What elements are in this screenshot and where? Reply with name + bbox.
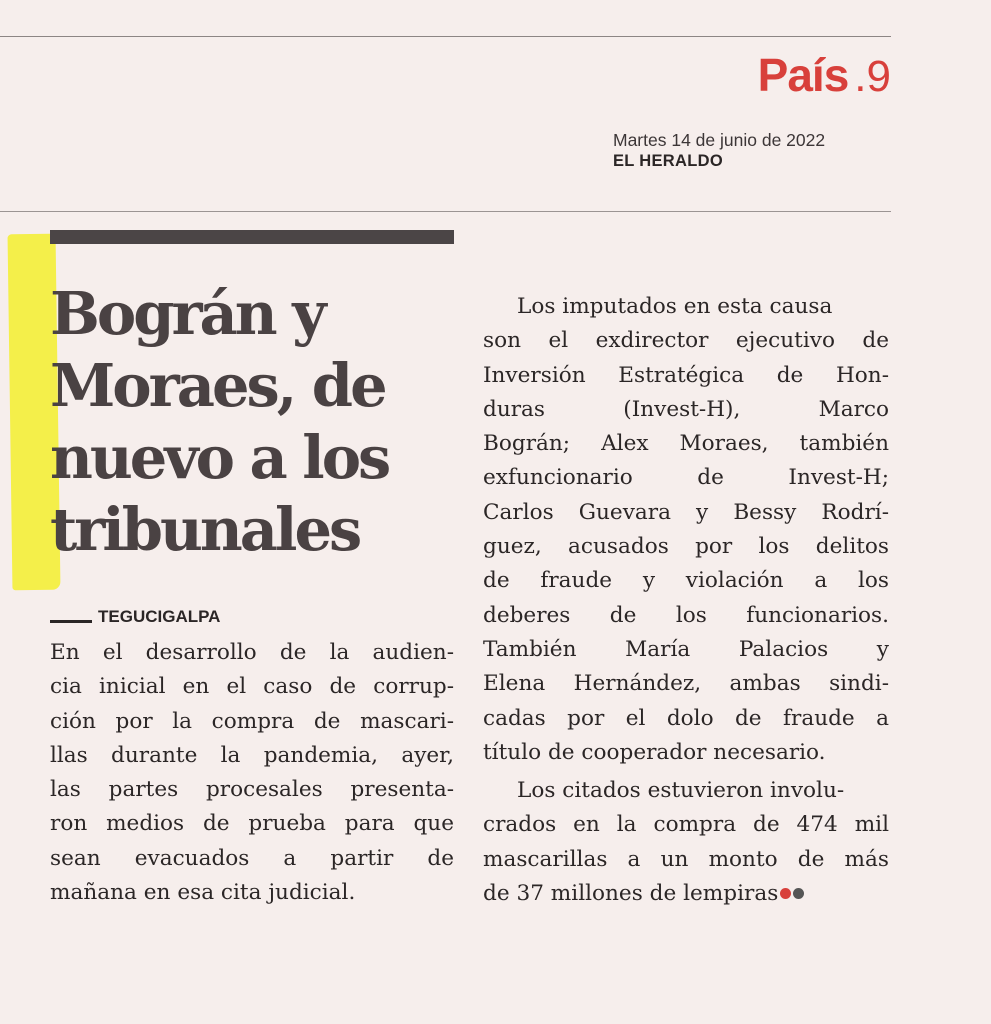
- body-line: de fraude y violación a los: [483, 568, 889, 594]
- body-line: duras (Invest-H), Marco: [483, 396, 889, 422]
- body-line: Los citados estuvieron involu-: [517, 778, 845, 803]
- body-line: exfuncionario de Invest-H;: [483, 465, 889, 491]
- body-line: Inversión Estratégica de Hon-: [483, 362, 889, 388]
- body-line: Elena Hernández, ambas sindi-: [483, 671, 889, 697]
- body-last-line: [483, 877, 889, 911]
- body-line: crados en la compra de 474 mil: [483, 812, 889, 838]
- body-line: Los imputados en esta causa: [517, 294, 833, 319]
- headline-line: Moraes, de: [50, 351, 385, 420]
- top-rule: [0, 36, 891, 37]
- headline-bar: [50, 230, 454, 244]
- body-line: son el exdirector ejecutivo de: [483, 328, 889, 354]
- headline-line: Bográn y: [50, 279, 324, 348]
- body-line: ron medios de prueba para que: [50, 811, 454, 837]
- body-line-text: de 37 millones de lempiras: [483, 880, 779, 906]
- place-name: TEGUCIGALPA: [98, 607, 221, 626]
- place-dash: [50, 620, 92, 623]
- end-dot-red: [780, 888, 791, 899]
- headline: [50, 278, 480, 566]
- body-line: mañana en esa cita judicial.: [50, 880, 356, 906]
- body-column-right-para-1: [483, 290, 889, 770]
- end-dot-grey: [793, 888, 804, 899]
- body-line: ción por la compra de mascari-: [50, 708, 454, 734]
- body-line: deberes de los funcionarios.: [483, 602, 889, 628]
- body-line: cia inicial en el caso de corrup-: [50, 674, 454, 700]
- headline-line: tribunales: [50, 495, 360, 564]
- body-line: cadas por el dolo de fraude a: [483, 705, 889, 731]
- body-line: mascarillas a un monto de más: [483, 846, 889, 872]
- section-name: País: [757, 49, 849, 101]
- body-line: En el desarrollo de la audien-: [50, 640, 454, 665]
- headline-line: nuevo a los: [50, 423, 389, 492]
- body-line: llas durante la pandemia, ayer,: [50, 742, 454, 768]
- end-mark-icon: [780, 888, 804, 899]
- body-line: Bográn; Alex Moraes, también: [483, 431, 889, 457]
- page-number: .9: [854, 52, 891, 101]
- dateline: Martes 14 de junio de 2022: [613, 130, 826, 150]
- body-line: título de cooperador necesario.: [483, 739, 826, 765]
- body-line: guez, acusados por los delitos: [483, 534, 889, 560]
- body-line: Carlos Guevara y Bessy Rodrí-: [483, 499, 889, 525]
- body-line: las partes procesales presenta-: [50, 777, 454, 803]
- newspaper-name: EL HERALDO: [613, 152, 723, 170]
- header-rule: [0, 211, 891, 212]
- body-column-right-para-2: [483, 774, 889, 911]
- body-line: sean evacuados a partir de: [50, 845, 454, 871]
- place-tag: [50, 607, 220, 627]
- body-column-left: [50, 636, 454, 910]
- section-header: [758, 48, 891, 102]
- body-line: También María Palacios y: [483, 636, 889, 662]
